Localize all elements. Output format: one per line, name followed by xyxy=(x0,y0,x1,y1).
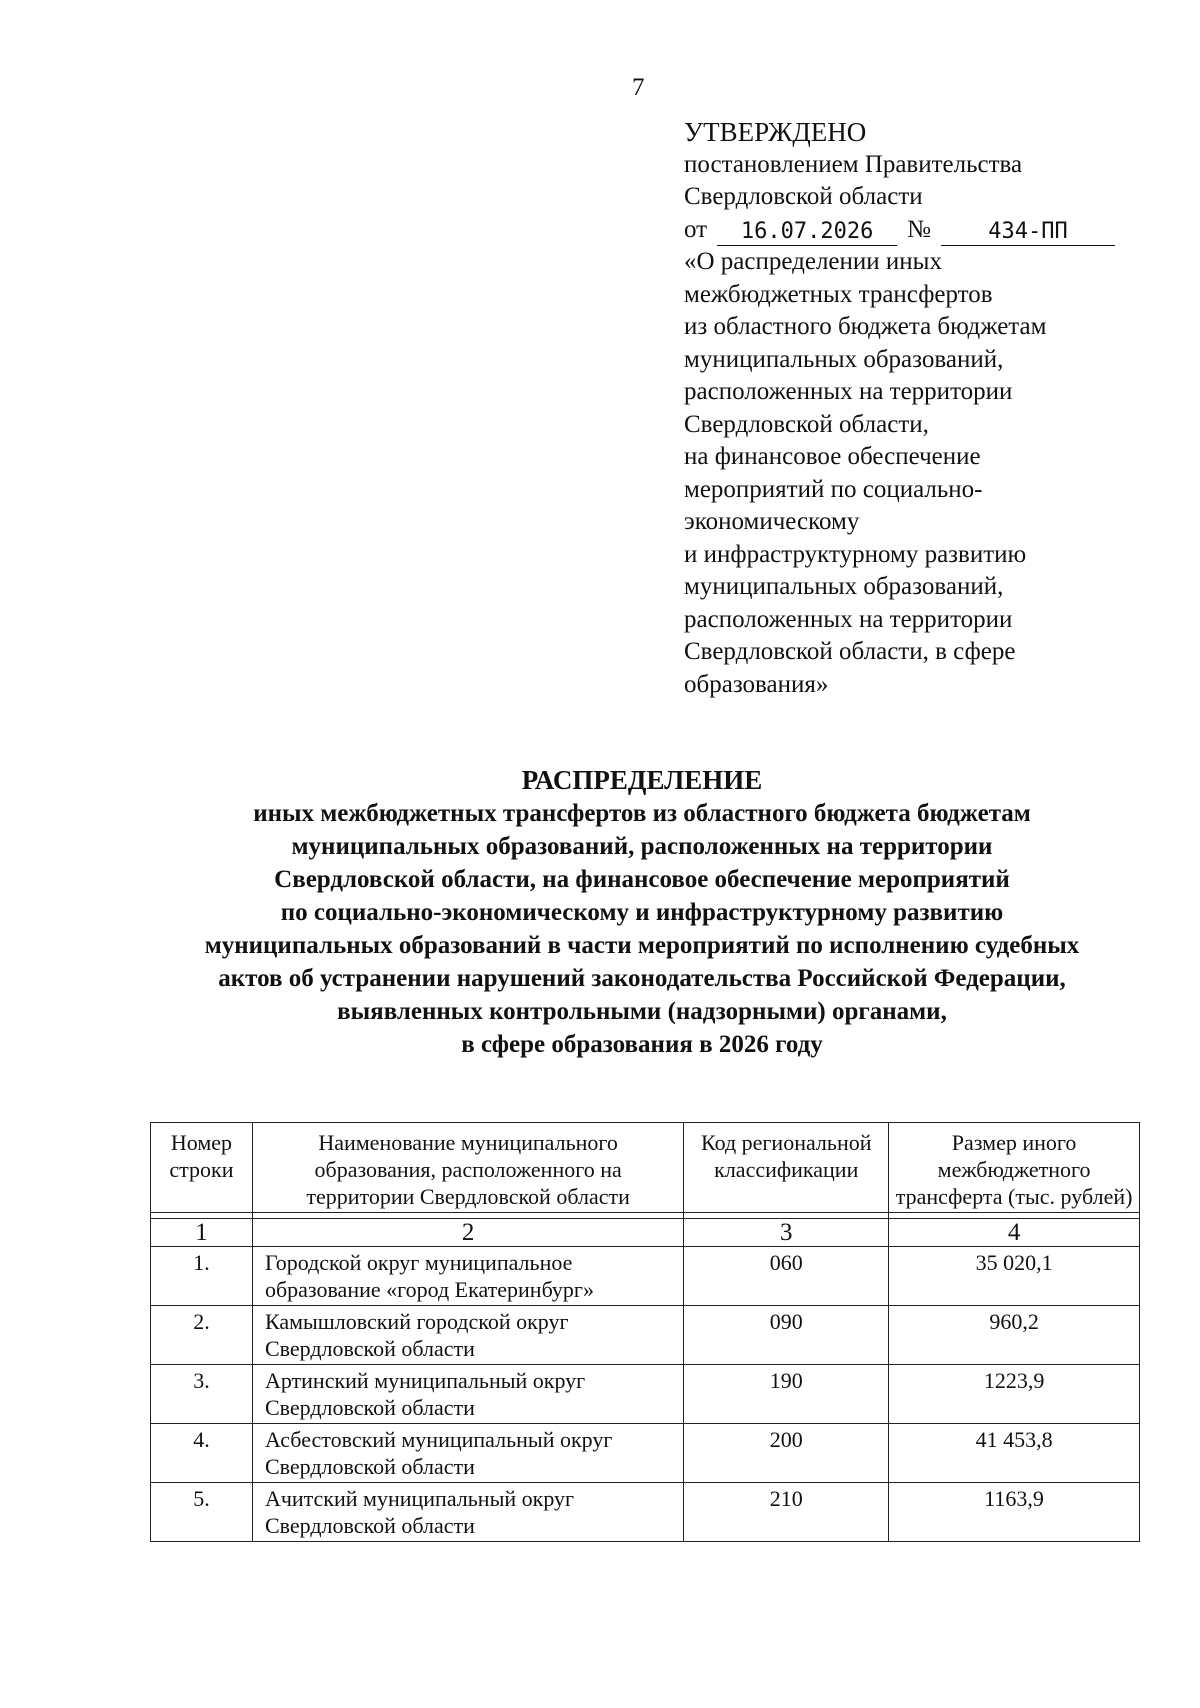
heading-line: муниципальных образований, расположенных на территории xyxy=(291,833,993,860)
table-row xyxy=(151,1247,1140,1306)
date-number-line xyxy=(684,214,1144,247)
heading-line: в сфере образования в 2026 году xyxy=(461,1031,823,1058)
approval-stamp xyxy=(684,116,1144,701)
subject-line: образования» xyxy=(684,670,829,698)
column-number: 1 xyxy=(151,1219,253,1247)
column-number: 2 xyxy=(252,1219,683,1247)
table-row xyxy=(151,1365,1140,1424)
header-row-number: Номер строки xyxy=(151,1123,253,1213)
heading-line: актов об устранении нарушений законодательства Российской Федерации, xyxy=(218,965,1066,992)
header-region-code: Код региональной классификации xyxy=(684,1123,889,1213)
resolution-number: 434-ПП xyxy=(941,219,1115,246)
transfer-amount-cell: 1223,9 xyxy=(889,1365,1140,1424)
row-number-cell: 2. xyxy=(151,1306,253,1365)
subject-line: мероприятий по социально- xyxy=(684,475,983,503)
page-number: 7 xyxy=(632,74,645,101)
row-number-cell: 5. xyxy=(151,1483,253,1542)
subject-line: муниципальных образований, xyxy=(684,345,1004,373)
subject-line: на финансовое обеспечение xyxy=(684,443,981,470)
subject-line: Свердловской области, в сфере xyxy=(684,638,1016,665)
number-sign: № xyxy=(907,215,931,243)
region-code-cell: 200 xyxy=(684,1424,889,1483)
transfer-amount-cell: 41 453,8 xyxy=(889,1424,1140,1483)
heading-line: иных межбюджетных трансфертов из областного бюджета бюджетам xyxy=(253,800,1031,827)
document-title: РАСПРЕДЕЛЕНИЕ xyxy=(521,765,763,795)
table-row xyxy=(151,1306,1140,1365)
heading-line: муниципальных образований в части мероприятий по исполнению судебных xyxy=(204,932,1080,959)
row-number-cell: 4. xyxy=(151,1424,253,1483)
column-number: 3 xyxy=(684,1219,889,1247)
municipality-name-cell: Городской округ муниципальное образование «город Екатеринбург» xyxy=(252,1247,683,1306)
region-code-cell: 210 xyxy=(684,1483,889,1542)
subject-line: экономическому xyxy=(684,508,860,535)
transfer-amount-cell: 35 020,1 xyxy=(889,1247,1140,1306)
region-code-cell: 060 xyxy=(684,1247,889,1306)
approval-line: Свердловской области xyxy=(684,183,923,210)
document-heading xyxy=(100,764,1184,1061)
region-code-cell: 090 xyxy=(684,1306,889,1365)
heading-line: выявленных контрольными (надзорными) органами, xyxy=(337,998,947,1025)
approved-label: УТВЕРЖДЕНО xyxy=(684,117,867,147)
municipality-name-cell: Ачитский муниципальный округ Свердловской области xyxy=(252,1483,683,1542)
resolution-date: 16.07.2026 xyxy=(717,219,897,246)
row-number-cell: 3. xyxy=(151,1365,253,1424)
table-row xyxy=(151,1483,1140,1542)
region-code-cell: 190 xyxy=(684,1365,889,1424)
table-row xyxy=(151,1424,1140,1483)
date-prefix: от xyxy=(684,215,708,243)
municipality-name-cell: Камышловский городской округ Свердловской области xyxy=(252,1306,683,1365)
municipality-name-cell: Асбестовский муниципальный округ Свердловской области xyxy=(252,1424,683,1483)
column-number-row xyxy=(151,1219,1140,1247)
header-municipality-name: Наименование муниципального образования, расположенного на территории Свердловской области xyxy=(252,1123,683,1213)
subject-line: муниципальных образований, xyxy=(684,573,1004,600)
subject-line: расположенных на территории xyxy=(684,605,1013,633)
table-header-row xyxy=(151,1123,1140,1213)
municipality-name-cell: Артинский муниципальный округ Свердловской области xyxy=(252,1365,683,1424)
subject-line: Свердловской области, xyxy=(684,410,929,438)
transfer-amount-cell: 1163,9 xyxy=(889,1483,1140,1542)
heading-line: по социально-экономическому и инфраструктурному развитию xyxy=(280,899,1004,926)
resolution-subject xyxy=(684,246,1144,701)
row-number-cell: 1. xyxy=(151,1247,253,1306)
subject-line: «О распределении иных xyxy=(684,248,942,275)
subject-line: и инфраструктурному развитию xyxy=(684,540,1027,568)
subject-line: расположенных на территории xyxy=(684,378,1013,405)
approval-line: постановлением Правительства xyxy=(684,150,1023,178)
subject-line: из областного бюджета бюджетам xyxy=(684,313,1047,340)
document-subtitle xyxy=(100,797,1184,1061)
header-transfer-amount: Размер иного межбюджетного трансферта (тыс. рублей) xyxy=(889,1123,1140,1213)
distribution-table xyxy=(150,1122,1140,1542)
heading-line: Свердловской области, на финансовое обеспечение мероприятий xyxy=(274,866,1010,893)
column-number: 4 xyxy=(889,1219,1140,1247)
subject-line: межбюджетных трансфертов xyxy=(684,280,993,308)
transfer-amount-cell: 960,2 xyxy=(889,1306,1140,1365)
